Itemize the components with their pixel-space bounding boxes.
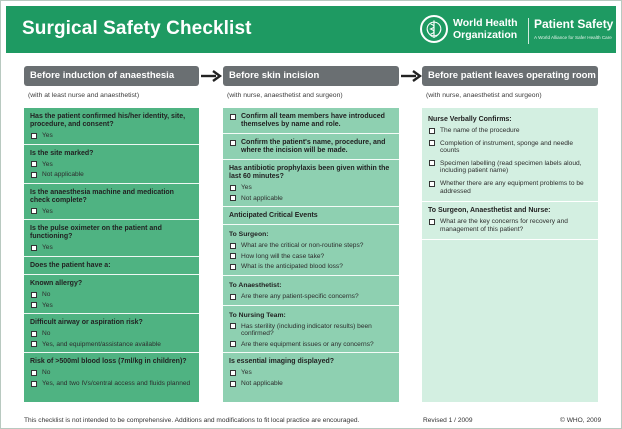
checkbox-icon[interactable] [230, 294, 236, 300]
option-label: Yes [42, 301, 53, 309]
option-label: Are there equipment issues or any concerns? [241, 340, 374, 348]
divider [223, 275, 399, 276]
who-name [453, 17, 533, 41]
option-label: What are the key concerns for recovery and management of this patient? [440, 218, 568, 233]
who-name-line1: World Health [453, 17, 518, 29]
checkbox-icon[interactable] [230, 140, 236, 146]
to-all-heading: To Surgeon, Anaesthetist and Nurse: [428, 207, 551, 215]
confirm-team-label: Confirm all team members have introduced themselves by name and role. [241, 113, 385, 128]
footer-disclaimer: This checklist is not intended to be comprehensive. Additions and modifications to fit local practice are encouraged. [24, 417, 360, 424]
checkbox-icon[interactable] [230, 243, 236, 249]
option-label: Yes, and two IVs/central access and fluids planned [42, 379, 191, 387]
option-label: Not applicable [42, 171, 84, 179]
arrow-right-icon [400, 69, 422, 83]
question-airway: Difficult airway or aspiration risk? [30, 319, 143, 327]
column-header-leaves-room: Before patient leaves operating room [422, 66, 598, 86]
header-banner [6, 6, 616, 53]
checkbox-icon[interactable] [31, 341, 37, 347]
panel-leaves-room [422, 108, 598, 402]
patient-safety-subtitle: A World Alliance for Safer Health Care [534, 35, 612, 40]
checkbox-icon[interactable] [31, 302, 37, 308]
option-allergy-no[interactable] [30, 291, 193, 299]
checkbox-icon[interactable] [31, 172, 37, 178]
checkbox-icon[interactable] [429, 219, 435, 225]
option-blood-no[interactable] [30, 369, 193, 377]
surgeon-blood-loss[interactable] [229, 263, 393, 271]
checkbox-icon[interactable] [31, 245, 37, 251]
nursing-equipment[interactable] [229, 341, 393, 349]
checkbox-icon[interactable] [429, 181, 435, 187]
option-antibiotic-na[interactable] [229, 195, 393, 203]
option-airway-yes[interactable] [30, 341, 193, 349]
option-label: Yes [42, 207, 53, 215]
checkbox-icon[interactable] [31, 133, 37, 139]
option-label: Yes, and equipment/assistance available [42, 340, 161, 348]
checkbox-icon[interactable] [230, 185, 236, 191]
option-label: Yes [241, 184, 252, 191]
divider [24, 219, 199, 220]
option-label: Yes [42, 132, 53, 139]
option-airway-no[interactable] [30, 330, 193, 338]
recovery-concerns[interactable] [428, 218, 592, 233]
divider [24, 144, 199, 145]
divider [422, 239, 598, 240]
column-subtitle-skin-incision: (with nurse, anaesthetist and surgeon) [227, 92, 343, 99]
question-patient-have: Does the patient have a: [30, 261, 111, 269]
option-imaging-na[interactable] [229, 380, 393, 388]
checkbox-icon[interactable] [31, 161, 37, 167]
checkbox-icon[interactable] [230, 341, 236, 347]
surgeon-case-duration[interactable] [229, 253, 393, 261]
checkbox-icon[interactable] [429, 160, 435, 166]
divider [24, 256, 199, 257]
footer-copyright: © WHO, 2009 [560, 417, 602, 424]
confirm-patient-name[interactable] [229, 139, 393, 155]
question-identity: Has the patient confirmed his/her identity, site, procedure, and consent? [30, 113, 186, 128]
option-label: No [42, 369, 51, 377]
option-label: Yes [42, 160, 53, 168]
anticipated-events-heading: Anticipated Critical Events [229, 212, 318, 220]
surgeon-critical-steps[interactable] [229, 242, 393, 250]
who-emblem-icon [420, 15, 448, 43]
option-label: The name of the procedure [440, 127, 520, 134]
checkbox-icon[interactable] [230, 195, 236, 201]
confirm-procedure-name[interactable] [428, 127, 592, 135]
column-header-induction: Before induction of anaesthesia [24, 66, 199, 86]
divider [223, 206, 399, 207]
option-imaging-yes[interactable] [229, 369, 393, 377]
checkbox-icon[interactable] [429, 140, 435, 146]
option-label: No [42, 290, 51, 298]
option-label: Not applicable [241, 194, 283, 202]
checkbox-icon[interactable] [230, 323, 236, 329]
option-label: Yes [241, 369, 252, 377]
nursing-sterility[interactable] [229, 323, 393, 338]
footer-revised: Revised 1 / 2009 [423, 417, 473, 424]
confirm-team-introduced[interactable] [229, 113, 393, 129]
checkbox-icon[interactable] [31, 370, 37, 376]
divider [24, 313, 199, 314]
divider [24, 352, 199, 353]
divider [24, 274, 199, 275]
option-label: What are the critical or non-routine steps? [241, 242, 364, 250]
option-blood-yes[interactable] [30, 380, 193, 388]
option-identity-yes[interactable] [30, 132, 193, 140]
divider [24, 183, 199, 184]
header-divider [528, 18, 529, 44]
option-site-na[interactable] [30, 171, 193, 179]
arrow-right-icon [200, 69, 222, 83]
page-title: Surgical Safety Checklist [22, 18, 252, 39]
to-surgeon-label: To Surgeon: [229, 231, 269, 239]
option-label: Has sterility (including indicator results) been confirmed? [241, 322, 372, 338]
checkbox-icon[interactable] [230, 114, 236, 120]
option-label: What is the anticipated blood loss? [241, 263, 343, 271]
question-imaging: Is essential imaging displayed? [229, 358, 335, 366]
divider [223, 305, 399, 306]
divider [223, 133, 399, 134]
confirm-specimen-labelling[interactable] [428, 160, 592, 175]
question-allergy: Known allergy? [30, 279, 83, 287]
checkbox-icon[interactable] [429, 128, 435, 134]
option-label: Not applicable [241, 379, 283, 387]
option-label: Specimen labelling (read specimen labels aloud, including patient name) [440, 159, 582, 175]
option-allergy-yes[interactable] [30, 302, 193, 310]
nurse-confirms-heading: Nurse Verbally Confirms: [428, 116, 512, 123]
option-label: How long will the case take? [241, 252, 325, 260]
anaesthetist-concerns[interactable] [229, 293, 393, 301]
question-blood-loss: Risk of >500ml blood loss (7ml/kg in children)? [30, 358, 187, 366]
to-anaesthetist-label: To Anaesthetist: [229, 281, 282, 289]
option-oximeter-yes[interactable] [30, 244, 193, 252]
question-pulse-oximeter: Is the pulse oximeter on the patient and functioning? [30, 225, 162, 241]
question-anaesthesia-check: Is the anaesthesia machine and medication check complete? [30, 188, 174, 204]
to-nursing-label: To Nursing Team: [229, 311, 286, 319]
checkbox-icon[interactable] [31, 381, 37, 387]
who-name-line2: Organization [453, 29, 518, 41]
column-subtitle-induction: (with at least nurse and anaesthetist) [28, 92, 140, 99]
divider [223, 352, 399, 353]
panel-skin-incision [223, 108, 399, 402]
column-subtitle-leaves-room: (with nurse, anaesthetist and surgeon) [426, 92, 542, 99]
divider [422, 201, 598, 202]
checkbox-icon[interactable] [230, 253, 236, 259]
checkbox-icon[interactable] [31, 331, 37, 337]
panel-induction [24, 108, 199, 402]
option-label: Yes [42, 244, 53, 252]
checkbox-icon[interactable] [230, 370, 236, 376]
option-label: No [42, 330, 51, 338]
option-label: Completion of instrument, sponge and needle counts [440, 139, 574, 155]
confirm-equipment-problems[interactable] [428, 180, 592, 195]
option-anaesthesia-yes[interactable] [30, 208, 193, 216]
checkbox-icon[interactable] [31, 292, 37, 298]
option-site-yes[interactable] [30, 161, 193, 169]
checkbox-icon[interactable] [31, 208, 37, 214]
question-site-marked: Is the site marked? [30, 149, 94, 157]
question-antibiotic: Has antibiotic prophylaxis been given within the last 60 minutes? [229, 165, 390, 180]
checkbox-icon[interactable] [230, 264, 236, 270]
option-label: Are there any patient-specific concerns? [241, 292, 359, 300]
divider [223, 224, 399, 225]
checkbox-icon[interactable] [230, 381, 236, 387]
patient-safety-title: Patient Safety [534, 17, 614, 31]
divider [223, 159, 399, 160]
confirm-counts[interactable] [428, 140, 592, 155]
option-label: Whether there are any equipment problems to be addressed [440, 179, 584, 195]
confirm-patient-label: Confirm the patient's name, procedure, and where the incision will be made. [241, 139, 386, 154]
column-header-skin-incision: Before skin incision [223, 66, 399, 86]
option-antibiotic-yes[interactable] [229, 184, 393, 192]
